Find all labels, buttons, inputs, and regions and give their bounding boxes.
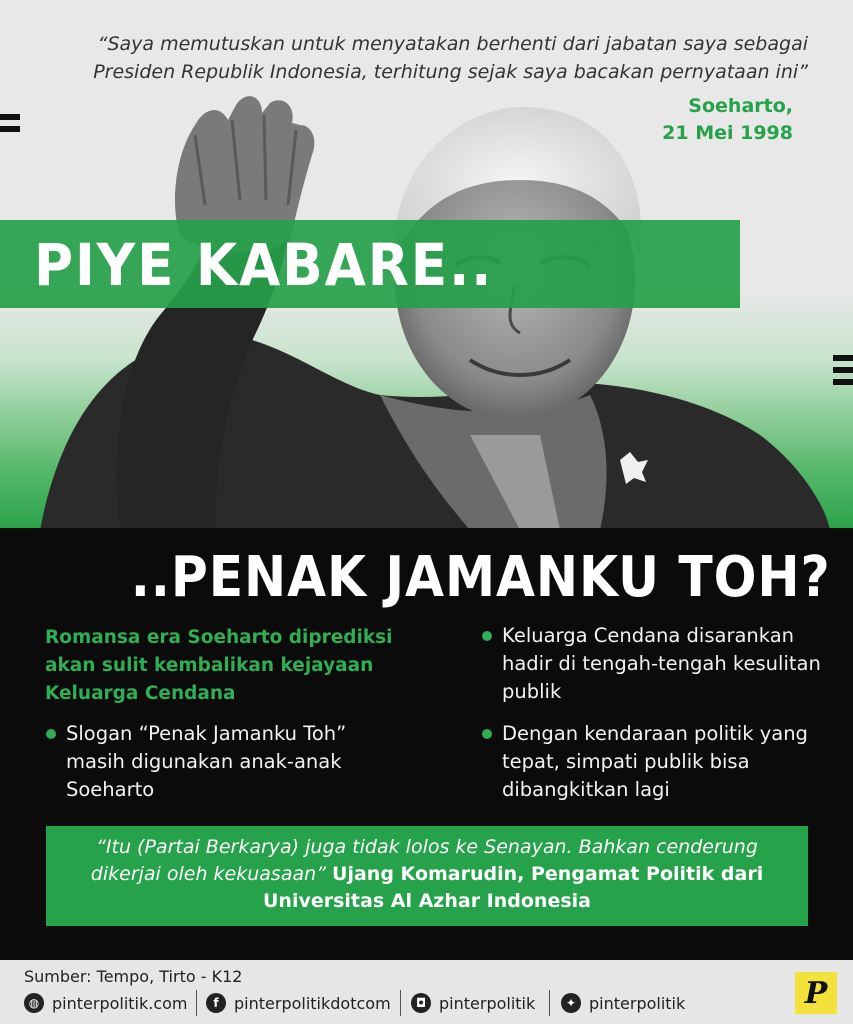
social-website[interactable] [24, 990, 188, 1016]
footer-divider [196, 990, 197, 1016]
edge-marker-right [833, 355, 853, 395]
headline-top: PIYE KABARE.. [34, 231, 494, 299]
bullet-text: Dengan kendaraan politik yang tepat, simpati publik bisa dibangkitkan lagi [502, 722, 808, 801]
bullet-item [502, 622, 822, 706]
social-facebook[interactable] [206, 990, 391, 1016]
bullet-text: Slogan “Penak Jamanku Toh” masih digunakan anak-anak Soeharto [66, 722, 347, 801]
headline-bottom: ..PENAK JAMANKU TOH? [131, 545, 831, 610]
author-date: 21 Mei 1998 [662, 122, 793, 144]
soeharto-photo [0, 95, 853, 530]
footer-divider [549, 990, 550, 1016]
social-label: pinterpolitikdotcom [234, 993, 391, 1013]
lead-text: Romansa era Soeharto diprediksi akan sulit kembalikan kejayaan Keluarga Cendana [45, 627, 393, 704]
social-label: pinterpolitik [589, 993, 686, 1013]
social-label: pinterpolitik.com [52, 993, 188, 1013]
expert-quote-text: “Itu (Partai Berkarya) juga tidak lolos ke Senayan. Bahkan cenderung dikerjai oleh kekuasaan” [90, 836, 758, 885]
source-credit: Sumber: Tempo, Tirto - K12 [24, 967, 243, 986]
bullet-text: Keluarga Cendana disarankan hadir di tengah-tengah kesulitan publik [502, 624, 821, 703]
edge-marker-left [0, 114, 20, 136]
bullet-dot-icon [46, 729, 56, 739]
expert-quote-source: Ujang Komarudin, Pengamat Politik dari Universitas Al Azhar Indonesia [263, 863, 764, 912]
social-instagram[interactable] [411, 990, 535, 1016]
footer-divider [400, 990, 401, 1016]
facebook-icon: f [206, 993, 226, 1013]
bullet-dot-icon [482, 631, 492, 641]
pinterpolitik-logo: P [795, 972, 837, 1014]
top-quote-text: “Saya memutuskan untuk menyatakan berhenti dari jabatan saya sebagai Presiden Republik Indonesia, terhitung sejak saya bacakan pernyataan ini” [93, 33, 808, 83]
bullet-dot-icon [482, 729, 492, 739]
top-quote-author [543, 93, 793, 147]
globe-icon: ◍ [24, 993, 44, 1013]
bullet-item [66, 720, 366, 804]
author-name: Soeharto, [688, 95, 793, 117]
instagram-icon: ◘ [411, 993, 431, 1013]
social-twitter[interactable] [561, 990, 685, 1016]
twitter-icon: ✦ [561, 993, 581, 1013]
social-label: pinterpolitik [439, 993, 536, 1013]
expert-quote-box [46, 826, 808, 926]
bullet-item [502, 720, 822, 804]
